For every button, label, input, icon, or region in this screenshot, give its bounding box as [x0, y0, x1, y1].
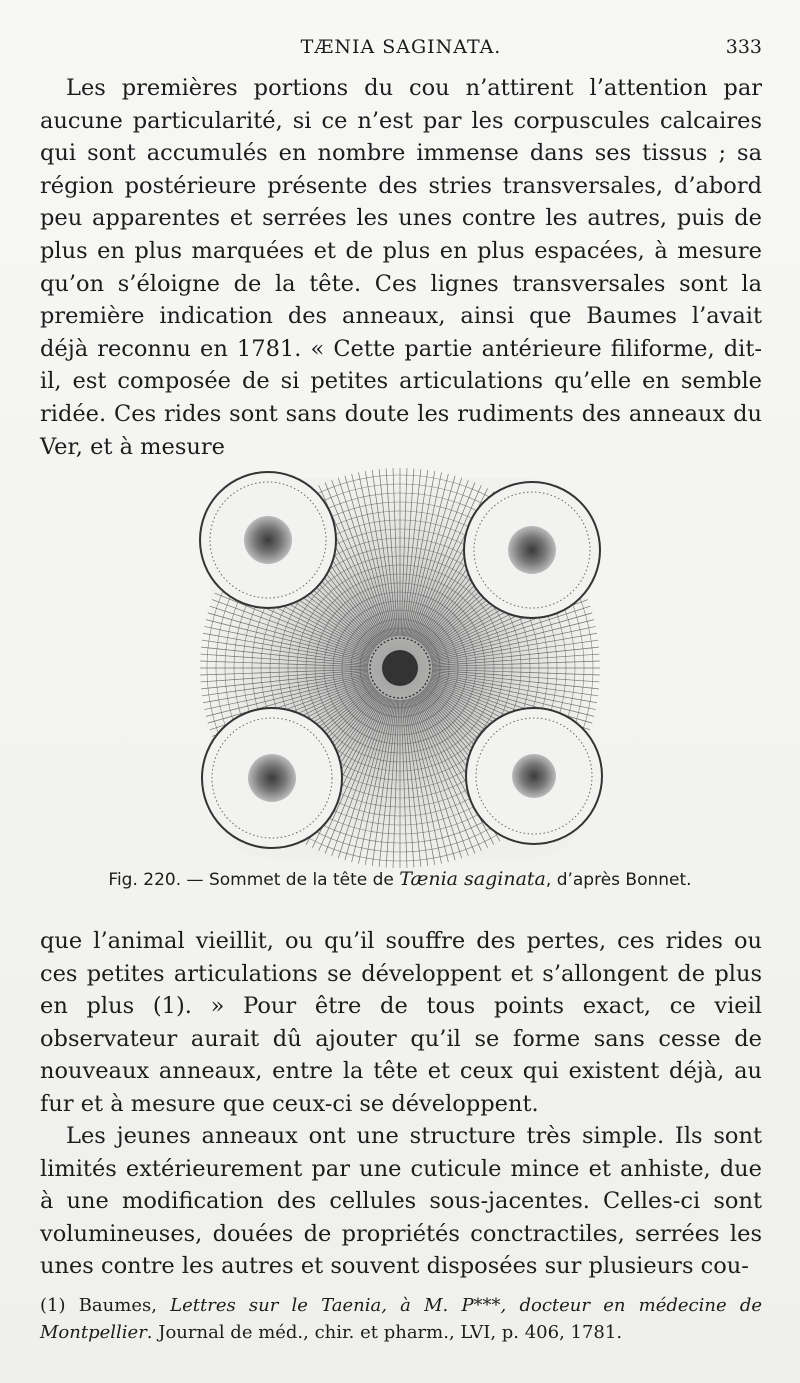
running-title: TÆNIA SAGINATA.: [300, 36, 502, 58]
footnote: [40, 1292, 762, 1346]
paragraph-text: Les jeunes anneaux ont une structure très simple. Ils sont limités extérieurement par une cuticule mince et anhiste, due à une modification des cellules sous-jacentes. Celles-ci sont volumineuses, douées de propriétés conctractiles, serrées les unes contre les autres et souvent disposées sur plusieurs cou-: [40, 1123, 762, 1280]
page-number: 333: [725, 36, 762, 58]
page-header: [40, 36, 762, 66]
caption-species: Tænia saginata: [399, 868, 546, 890]
caption-prefix: Fig. 220. — Sommet de la tête de: [108, 870, 400, 890]
paragraph-young-segments: [40, 1120, 762, 1283]
footnote-rest: . Journal de méd., chir. et pharm., LVI, p. 406, 1781.: [146, 1322, 623, 1343]
figure-caption: [0, 868, 800, 890]
paragraph-text: que l’animal vieillit, ou qu’il souffre des pertes, ces rides ou ces petites articulations se développent et s’allongent de plus en plus (1). » Pour être de tous points exact, ce vieil observateur aurait dû ajouter qu’il se forme sans cesse de nouveaux anneaux, entre la tête et ceux qui existent déjà, au fur et à mesure que ceux-ci se développent.: [40, 928, 762, 1117]
caption-suffix: , d’après Bonnet.: [545, 870, 692, 890]
paragraph-continuation: [40, 925, 762, 1121]
sucker-bottom-left: [202, 708, 342, 848]
sucker-top-left: [200, 472, 336, 608]
sucker-top-right: [464, 482, 600, 618]
footnote-marker: (1) Baumes,: [40, 1295, 171, 1316]
footnote-title: Lettres sur le Taenia, à M. P***, docteur en médecine de Montpellier: [40, 1295, 763, 1343]
sucker-bottom-right: [466, 708, 602, 844]
paragraph-neck: [40, 72, 762, 463]
scolex-figure: [190, 458, 610, 878]
paragraph-text: Les premières portions du cou n’attirent l’attention par aucune particularité, si ce n’est par les corpuscules calcaires qui sont accumulés en nombre immense dans ses tissus ; sa région postérieure présente des stries transversales, d’abord peu apparentes et serrées les unes contre les autres, puis de plus en plus marquées et de plus en plus espacées, à mesure qu’on s’éloigne de la tête. Ces lignes transversales sont la première indication des anneaux, ainsi que Baumes l’avait déjà reconnu en 1781. « Cette partie antérieure filiforme, dit-il, est composée de si petites articulations qu’elle en semble ridée. Ces rides sont sans doute les rudiments des anneaux du Ver, et à mesure: [40, 75, 762, 460]
